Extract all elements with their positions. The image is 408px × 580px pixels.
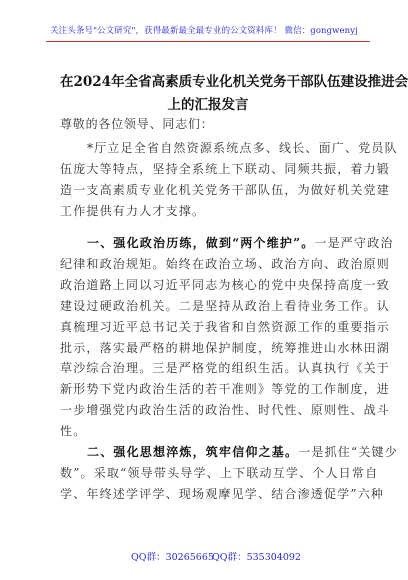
paragraph-line: 纪律和政治规矩。始终在政治立场、政治方向、政治原则 xyxy=(60,256,391,271)
promo-header: 关注头条号"公文研究"，获得最新最全最专业的公文资料库！ 微信：gongwenyj xyxy=(50,26,358,36)
footer xyxy=(0,549,408,564)
section-2-heading: 二、强化思想淬炼，筑牢信仰之基。 xyxy=(87,445,299,459)
document-title-line-2: 上的汇报发言 xyxy=(167,97,249,113)
paragraph-line: 建设过硬政治机关。二是坚持从政治上看待业务工作。认 xyxy=(60,298,391,313)
paragraph-line: 造一支高素质专业化机关党务干部队伍，为做好机关党建 xyxy=(60,182,391,197)
paragraph-line: 新形势下党内政治生活的若干准则》等党的工作制度，进 xyxy=(60,382,391,397)
header-divider xyxy=(46,41,370,42)
document-title-line-1: 在2024年全省高素质专业化机关党务干部队伍建设推进会 xyxy=(60,74,408,90)
paragraph-line: 伍庞大等特点，坚持全系统上下联动、同频共振，着力锻 xyxy=(60,161,391,176)
section-1-first-line: 一、强化政治历练，做到“两个维护”。一是严守政治 xyxy=(87,236,394,250)
footer-qq-group-2: QQ群：535304092 xyxy=(212,552,301,563)
paragraph-line: 政治道路上同以习近平同志为核心的党中央保持高度一致 xyxy=(60,277,391,292)
paragraph-section-2 xyxy=(60,442,398,505)
section-1-heading: 一、强化政治历练，做到“两个维护”。 xyxy=(87,236,315,250)
paragraph-line: *厅立足全省自然资源系统点多、线长、面广、党员队 xyxy=(87,141,398,155)
paragraph-line: 一步增强党内政治生活的政治性、时代性、原则性、战斗 xyxy=(60,403,391,418)
paragraph-line: 学、年终述学评学、现场观摩见学、结合渗透促学”六种 xyxy=(60,486,385,501)
paragraph-line: 数”。采取“领导带头导学、上下联动互学、个人日常自 xyxy=(60,465,379,480)
paragraph-section-1 xyxy=(60,233,394,442)
paragraph-intro xyxy=(60,138,398,222)
paragraph-line: 批示，落实最严格的耕地保护制度，统筹推进山水林田湖 xyxy=(60,340,391,355)
paragraph-line: 真梳理习近平总书记关于我省和自然资源工作的重要指示 xyxy=(60,319,391,334)
paragraph-line: 工作提供有力人才支撑。 xyxy=(60,203,206,218)
section-2-first-line: 二、强化思想淬炼，筑牢信仰之基。一是抓住“关键少 xyxy=(87,445,398,459)
paragraph-line: 性。 xyxy=(60,424,87,439)
paragraph-line: 草沙综合治理。三是严格党的组织生活。认真执行《关于 xyxy=(60,361,391,376)
footer-qq-group-1: QQ群：30265665 xyxy=(131,552,214,563)
salutation: 尊敬的各位领导、同志们： xyxy=(60,117,214,131)
